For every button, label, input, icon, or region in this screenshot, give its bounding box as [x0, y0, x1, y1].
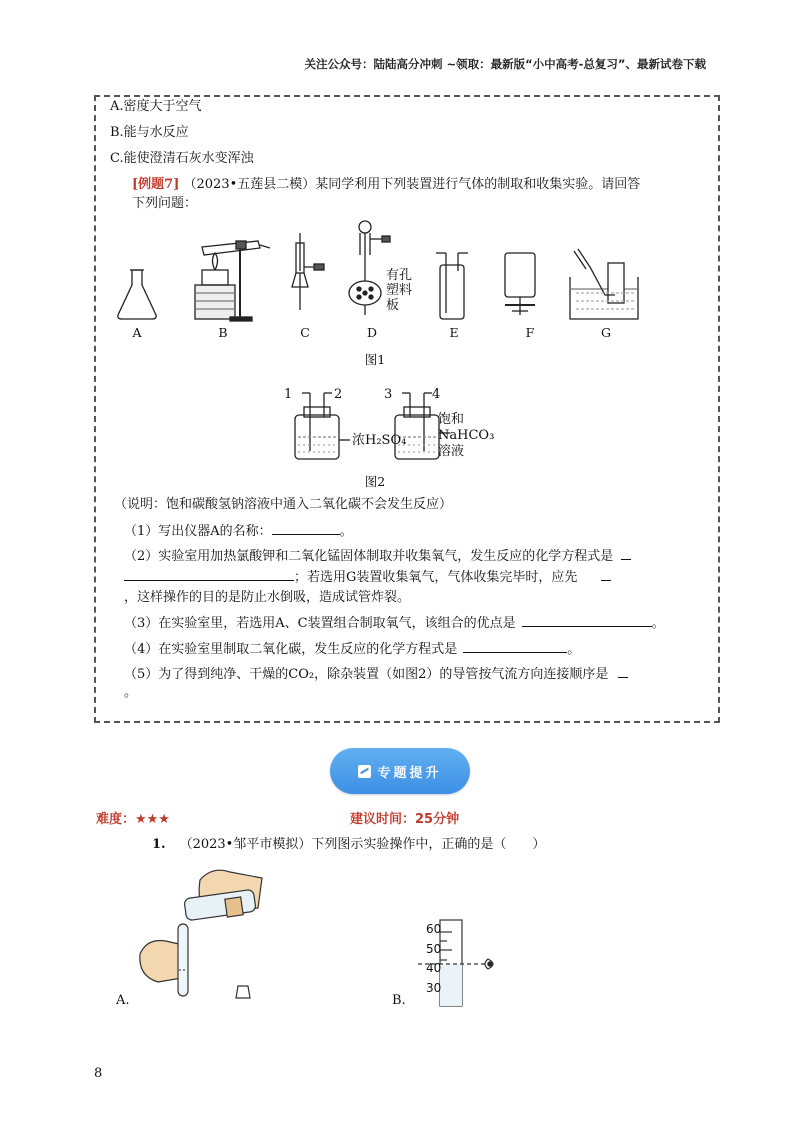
- question-2-line-a: [124, 547, 631, 566]
- fig1-label-c: C: [300, 325, 310, 340]
- apparatus-f: [505, 253, 535, 315]
- fig1-label-b: B: [218, 325, 228, 340]
- q3-blank[interactable]: [522, 614, 652, 627]
- chart-icon: [358, 765, 371, 778]
- q4-period: 。: [567, 642, 581, 657]
- q2-text-a: （2）实验室用加热氯酸钾和二氧化锰固体制取并收集氧气，发生反应的化学方程式是: [124, 549, 614, 564]
- q2-blank-a[interactable]: [621, 547, 631, 560]
- question-2-line-b: [124, 568, 611, 587]
- note: （说明：饱和碳酸氢钠溶液中通入二氧化碳不会发生反应）: [114, 497, 453, 512]
- fig2-reagent-right-2: NaHCO₃: [438, 428, 495, 443]
- q2-text-b: ；若选用G装置收集氧气，气体收集完毕时，应先: [294, 570, 578, 585]
- q3-text: （3）在实验室里，若选用A、C装置组合制取氧气，该组合的优点是: [124, 616, 516, 631]
- fig2-reagent-right: [438, 412, 494, 460]
- example-text-2: 下列问题：: [132, 196, 198, 211]
- q5-end: 。: [124, 685, 138, 700]
- suggested-time: 建议时间：25分钟: [350, 812, 460, 827]
- reagent-bottle: [184, 889, 256, 921]
- option-a: A.密度大于空气: [110, 99, 202, 114]
- option-a-label: A.: [116, 993, 130, 1008]
- example-heading: [132, 176, 640, 194]
- fig1-label-a: A: [132, 325, 142, 340]
- scale-40: 40: [426, 961, 442, 975]
- header-note: 关注公众号：陆陆高分冲刺 ~领取：最新版“小中高考-总复习”、最新试卷下载: [304, 57, 706, 71]
- example-text-1: （2023•五莲县二模）某同学利用下列装置进行气体的制取和收集实验。请回答: [183, 177, 641, 192]
- question-number: 1.: [152, 837, 166, 852]
- q1-period: 。: [339, 524, 353, 539]
- question-3-line: [124, 614, 665, 633]
- fig1-caption: 图1: [364, 352, 386, 367]
- d-note-3: 板: [386, 298, 400, 313]
- fig2-n2: 2: [334, 387, 343, 402]
- q1-blank[interactable]: [272, 522, 340, 535]
- apparatus-d: [349, 221, 390, 315]
- bottle-stopper: [236, 986, 250, 998]
- scale-60: 60: [426, 922, 442, 936]
- q2-text-c: ，这样操作的目的是防止水倒吸，造成试管炸裂。: [124, 590, 411, 605]
- q2-blank-c[interactable]: [601, 568, 611, 581]
- cylinder-scale: [426, 920, 441, 998]
- question-1-line: [124, 522, 353, 541]
- fig2-n4: 4: [432, 387, 441, 402]
- difficulty: 难度：★★★: [96, 812, 170, 827]
- example-tag: [例题7]: [132, 177, 180, 192]
- apparatus-a-flask: [118, 270, 156, 319]
- fig2-reagent-right-1: 饱和: [438, 412, 465, 427]
- q5-text: （5）为了得到纯净、干燥的CO₂，除杂装置（如图2）的导管按气流方向连接顺序是: [124, 667, 609, 682]
- test-tube: [178, 924, 188, 996]
- d-note-2: 塑料: [386, 283, 413, 298]
- option-c: C.能使澄清石灰水变浑浊: [110, 151, 254, 166]
- fig1-label-e: E: [449, 325, 459, 340]
- apparatus-e-bottle: [436, 253, 468, 319]
- q4-blank[interactable]: [463, 640, 567, 653]
- fig2-reagent-left: 浓H₂SO₄: [352, 433, 407, 448]
- apparatus-c-syringe: [292, 233, 324, 310]
- question-text: （2023•邹平市模拟）下列图示实验操作中，正确的是（ ）: [179, 837, 546, 852]
- page-number: 8: [94, 1066, 103, 1081]
- q4-text: （4）在实验室里制取二氧化碳，发生反应的化学方程式是: [124, 642, 458, 657]
- q5-blank[interactable]: [618, 665, 628, 678]
- fig2-n3: 3: [384, 387, 393, 402]
- fig2-n1: 1: [284, 387, 293, 402]
- wash-bottle-1: [295, 393, 339, 459]
- d-note-1: 有孔: [386, 268, 413, 283]
- option-a-illustration: [130, 858, 290, 1008]
- apparatus-b-heater: [195, 241, 270, 321]
- section-title: 专题提升: [377, 765, 442, 781]
- fig1-label-f: F: [525, 325, 535, 340]
- fig2-reagent-right-3: 溶液: [438, 444, 465, 459]
- scale-30: 30: [426, 980, 442, 995]
- fig1-label-g: G: [601, 325, 611, 340]
- apparatus-g-trough: [570, 249, 638, 319]
- scale-50: 50: [426, 941, 442, 956]
- option-b: B.能与水反应: [110, 125, 189, 140]
- question-4-line: [124, 640, 580, 659]
- q3-period: 。: [651, 616, 665, 631]
- section-title-badge: [330, 748, 470, 794]
- fig2-caption: 图2: [364, 474, 386, 489]
- question-1: [152, 836, 545, 854]
- figure-2-apparatus: [280, 385, 450, 465]
- q1-text: （1）写出仪器A的名称：: [124, 524, 272, 539]
- fig1-label-d: D: [366, 325, 378, 340]
- question-5-line: [124, 665, 628, 684]
- q2-blank-b[interactable]: [124, 568, 294, 581]
- option-b-label: B.: [392, 993, 406, 1008]
- bottle-label: [225, 897, 243, 917]
- d-note: [386, 268, 412, 313]
